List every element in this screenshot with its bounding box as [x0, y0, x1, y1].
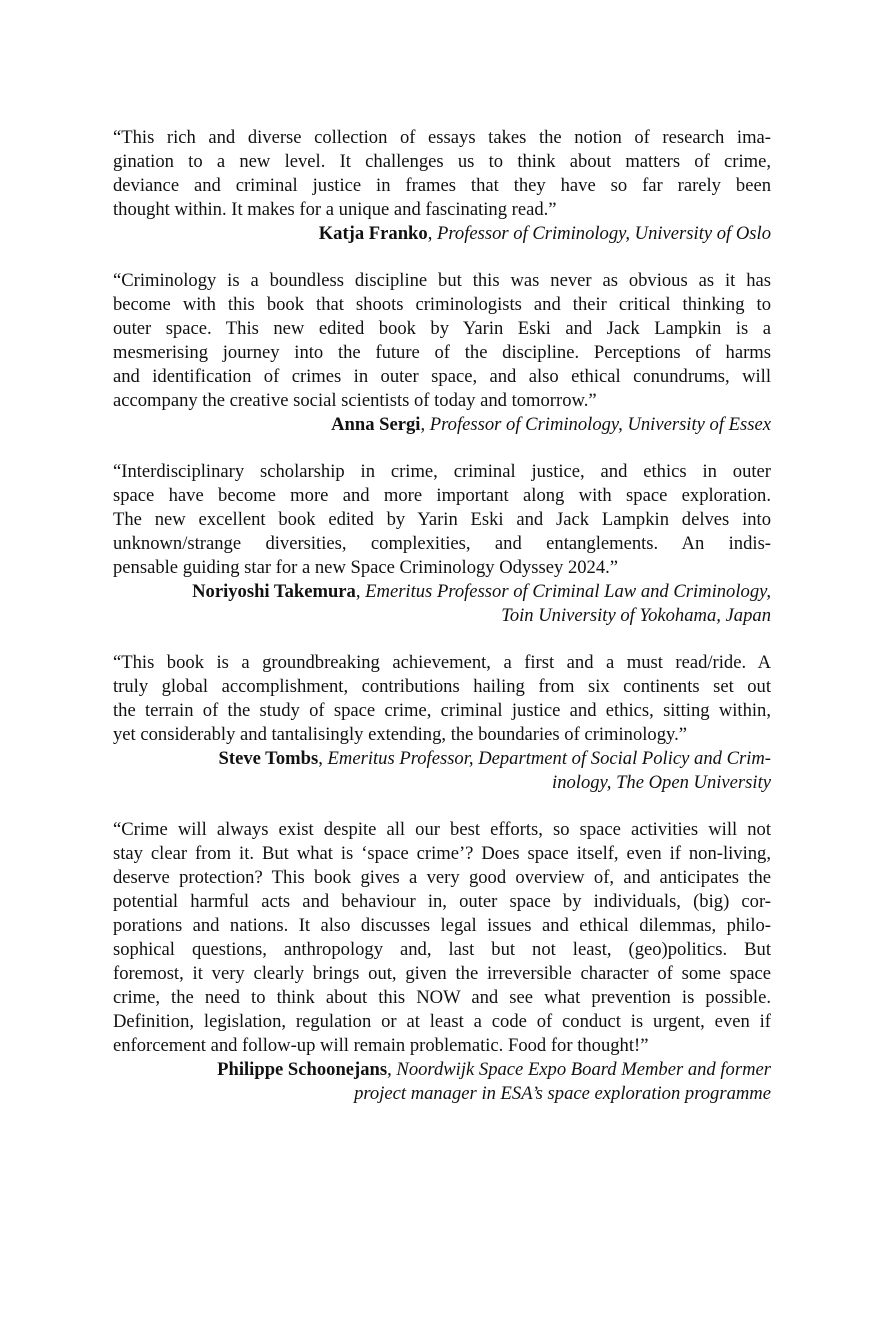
quote-line: truly global accomplishment, contributions hailing from six continents set out	[113, 676, 771, 697]
endorsement-quote	[113, 460, 771, 580]
quote-line: foremost, it very clearly brings out, given the irreversible character of some space	[113, 963, 771, 984]
endorser-name: Katja Franko	[318, 223, 428, 244]
quote-line: sophical questions, anthropology and, last but not least, (geo)politics. But	[113, 939, 771, 960]
quote-line: “This book is a groundbreaking achievement, a first and a must read/ride. A	[113, 652, 771, 673]
endorser-role: Noordwijk Space Expo Board Member and former	[396, 1059, 771, 1080]
endorser-name: Noriyoshi Takemura	[192, 581, 356, 602]
endorser-role: Emeritus Professor of Criminal Law and Criminology,	[365, 581, 771, 602]
quote-line: “Criminology is a boundless discipline but this was never as obvious as it has	[113, 270, 771, 291]
quote-line: thought within. It makes for a unique and fascinating read.”	[113, 199, 557, 220]
quote-line: porations and nations. It also discusses legal issues and ethical dilemmas, philo-	[113, 915, 771, 936]
endorsement-quote	[113, 818, 771, 1058]
endorser-name: Anna Sergi	[331, 414, 421, 435]
quote-line: “Interdisciplinary scholarship in crime, criminal justice, and ethics in outer	[113, 461, 771, 482]
quote-line: enforcement and follow-up will remain problematic. Food for thought!”	[113, 1035, 649, 1056]
quote-line: The new excellent book edited by Yarin Eski and Jack Lampkin delves into	[113, 509, 771, 530]
endorser-role: Emeritus Professor, Department of Social Policy and Crim-	[327, 748, 771, 769]
quote-line: crime, the need to think about this NOW and see what prevention is possible.	[113, 987, 771, 1008]
quote-line: stay clear from it. But what is ‘space crime’? Does space itself, even if non-living,	[113, 843, 771, 864]
quote-line: yet considerably and tantalisingly extending, the boundaries of criminology.”	[113, 724, 688, 745]
quote-line: and identification of crimes in outer space, and also ethical conundrums, will	[113, 366, 771, 387]
quote-line: space have become more and more important along with space exploration.	[113, 485, 771, 506]
endorser-role: Professor of Criminology, University of Essex	[429, 414, 771, 435]
endorsement-quote	[113, 651, 771, 747]
endorsement-attribution: Katja Franko, Professor of Criminology, University of Oslo	[318, 223, 771, 244]
endorsements-page	[113, 126, 771, 1129]
quote-line: Definition, legislation, regulation or at least a code of conduct is urgent, even if	[113, 1011, 771, 1032]
quote-line: mesmerising journey into the future of the discipline. Perceptions of harms	[113, 342, 771, 363]
endorsement-attribution: Anna Sergi, Professor of Criminology, University of Essex	[331, 414, 771, 435]
endorsement-quote	[113, 269, 771, 413]
quote-line: deserve protection? This book gives a very good overview of, and anticipates the	[113, 867, 771, 888]
quote-line: unknown/strange diversities, complexities, and entanglements. An indis-	[113, 533, 771, 554]
endorsement-sergi	[113, 269, 771, 437]
endorsement-franko	[113, 126, 771, 246]
endorsement-quote	[113, 126, 771, 222]
quote-line: gination to a new level. It challenges us to think about matters of crime,	[113, 151, 771, 172]
endorser-role-continued: project manager in ESA’s space exploration programme	[354, 1083, 771, 1104]
endorser-name: Steve Tombs	[218, 748, 319, 769]
endorser-role-continued: inology, The Open University	[552, 772, 771, 793]
endorser-role: Professor of Criminology, University of Oslo	[437, 223, 771, 244]
endorser-name: Philippe Schoonejans	[217, 1059, 388, 1080]
quote-line: “This rich and diverse collection of essays takes the notion of research ima-	[113, 127, 771, 148]
quote-line: become with this book that shoots criminologists and their critical thinking to	[113, 294, 771, 315]
endorsement-schoonejans	[113, 818, 771, 1106]
endorser-role-continued: Toin University of Yokohama, Japan	[501, 605, 771, 626]
quote-line: “Crime will always exist despite all our best efforts, so space activities will not	[113, 819, 771, 840]
quote-line: outer space. This new edited book by Yarin Eski and Jack Lampkin is a	[113, 318, 771, 339]
quote-line: pensable guiding star for a new Space Criminology Odyssey 2024.”	[113, 557, 619, 578]
quote-line: accompany the creative social scientists of today and tomorrow.”	[113, 390, 597, 411]
quote-line: the terrain of the study of space crime, criminal justice and ethics, sitting within,	[113, 700, 771, 721]
endorsement-attribution: Steve Tombs, Emeritus Professor, Department of Social Policy and Crim- inology, The Open University	[113, 747, 771, 795]
endorsement-attribution: Noriyoshi Takemura, Emeritus Professor of Criminal Law and Criminology, Toin University of Yokohama, Japan	[113, 580, 771, 628]
endorsement-tombs	[113, 651, 771, 795]
quote-line: deviance and criminal justice in frames that they have so far rarely been	[113, 175, 771, 196]
quote-line: potential harmful acts and behaviour in, outer space by individuals, (big) cor-	[113, 891, 771, 912]
endorsement-takemura	[113, 460, 771, 628]
endorsement-attribution: Philippe Schoonejans, Noordwijk Space Expo Board Member and former project manager in ESA’s space exploration programme	[113, 1058, 771, 1106]
